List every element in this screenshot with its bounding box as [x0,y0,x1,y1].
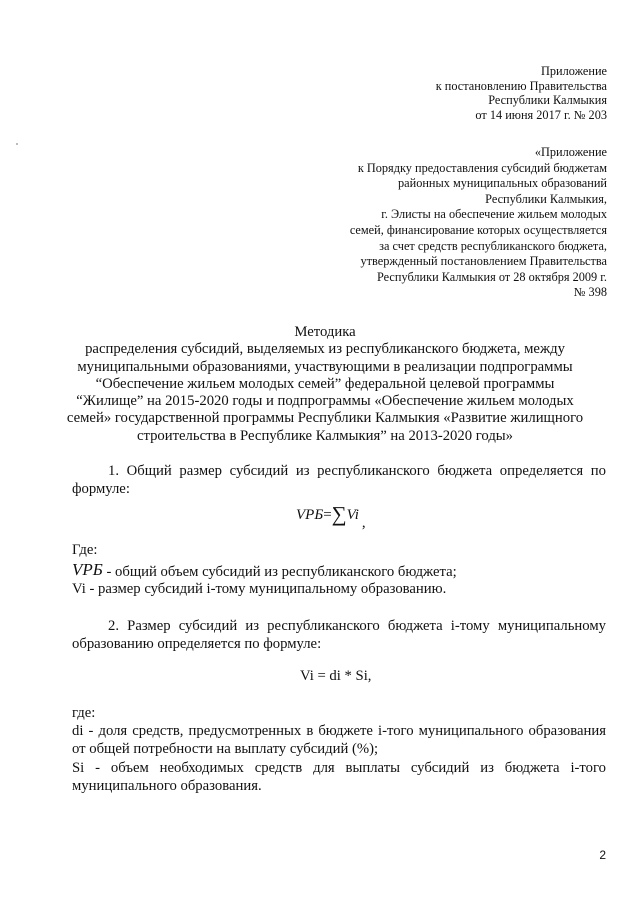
order-line: районных муниципальных образований [398,176,607,191]
where-label-1: Где: [72,542,98,558]
definition-di: di - доля средств, предусмотренных в бюджете i-того муниципального образования от общей потребности на выплату субсидий (%); [72,723,606,757]
order-line: к Порядку предоставления субсидий бюджетам [357,160,607,175]
title-line: “Обеспечение жильем молодых семей” федеральной целевой программы [95,375,555,392]
order-line: г. Элисты на обеспечение жильем молодых [381,207,607,222]
formula-comma: , [361,515,366,531]
definition-vrb [72,561,457,582]
section2-paragraph [72,618,606,653]
scan-speck [16,143,18,145]
title-line: распределения субсидий, выделяемых из республиканского бюджета, между [85,341,565,358]
formula-lhs: VРБ [296,507,324,523]
appendix-line: Республики Калмыкия [488,93,607,108]
definition-vrb-symbol: VРБ [72,560,103,579]
order-line: семей, финансирование которых осуществляется [349,222,607,237]
order-line: утвержденный постановлением Правительства [360,254,607,269]
title-heading: Методика [294,324,356,340]
order-line: Республики Калмыкия, [485,191,607,206]
order-line: Республики Калмыкия от 28 октября 2009 г. [376,269,607,284]
sigma-symbol: ∑ [331,502,347,526]
page-number: 2 [599,848,606,862]
order-line: за счет средств республиканского бюджета, [379,238,607,253]
title-line: семей» государственной программы Республики Калмыкия «Развитие жилищного [66,410,584,427]
formula-eq: = [323,507,332,523]
formula-total [296,500,366,531]
section1-paragraph [72,463,606,498]
appendix-line: к постановлению Правительства [435,78,607,93]
title-line: муниципальными образованиями, участвующими в реализации подпрограммы [77,358,573,375]
definition-vrb-text: - общий объем субсидий из республиканского бюджета; [102,564,457,580]
formula-rhs: Vi [346,507,359,523]
appendix-line: от 14 июня 2017 г. № 203 [475,108,607,123]
title-line: “Жилище” на 2015-2020 годы и подпрограммы «Обеспечение жильем молодых [76,393,574,410]
definition-si: Si - объем необходимых средств для выплаты субсидий из бюджета i-того муниципального образования. [72,760,606,794]
where-label-2: где: [72,705,96,721]
order-line: № 398 [573,285,607,300]
appendix-header [436,64,607,123]
order-line: «Приложение [534,145,607,159]
order-appendix-header [350,145,607,301]
section1-text: 1. Общий размер субсидий из республиканского бюджета определяется по формуле: [72,463,606,497]
formula-vi: Vi = di * Si, [300,668,372,684]
definition-vi: Vi - размер субсидий i-тому муниципальному образованию. [72,581,447,597]
title-line: строительства в Республике Калмыкия” на 2013-2020 годы» [136,427,514,444]
section2-text: 2. Размер субсидий из республиканского бюджета i-тому муниципальному образованию определяется по формуле: [72,618,606,652]
document-title [60,324,590,445]
appendix-line: Приложение [541,64,607,78]
